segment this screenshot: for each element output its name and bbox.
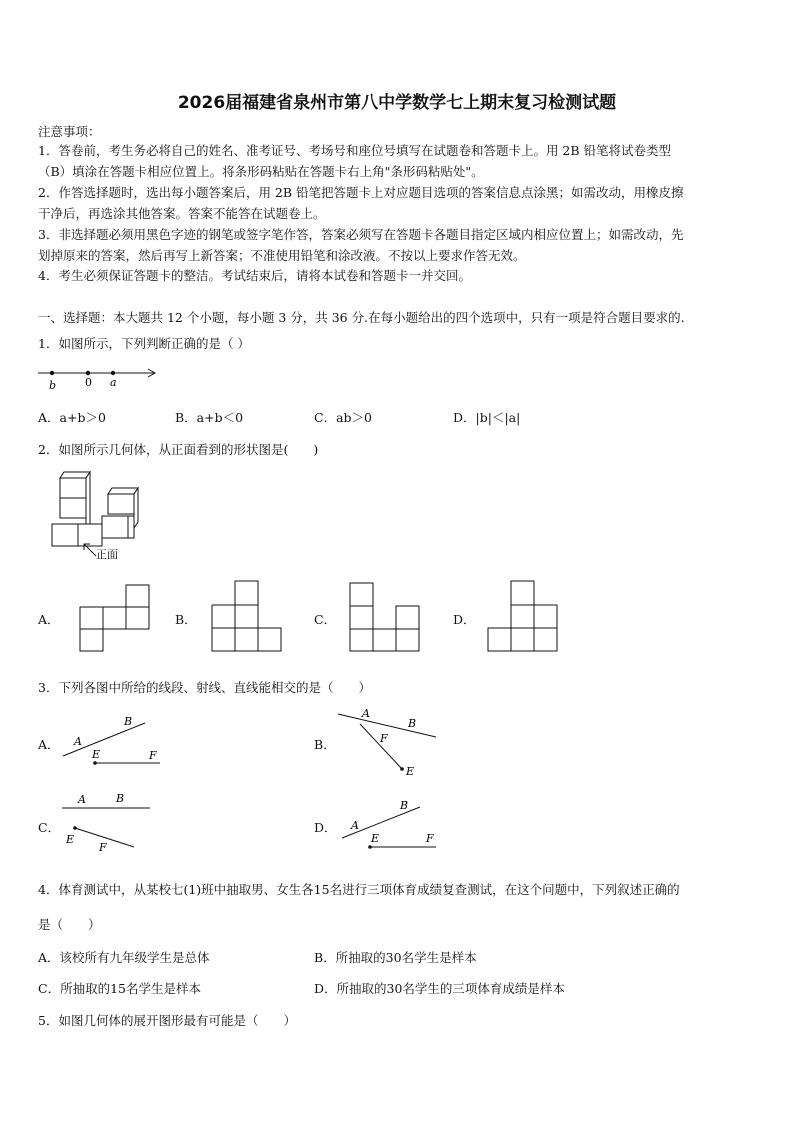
q2-shape-b	[210, 580, 284, 654]
label-e: E	[371, 832, 380, 845]
cube-stack-figure	[44, 464, 154, 564]
label-b: B	[116, 792, 125, 805]
label-b: B	[124, 715, 133, 728]
label-b: B	[400, 799, 409, 812]
label-f: F	[99, 841, 107, 854]
label-b: B	[408, 717, 417, 730]
notice-line: 1．答卷前，考生务必将自己的姓名、准考证号、考场号和座位号填写在试题卷和答题卡上。用 2B 铅笔将试卷类型	[38, 143, 672, 158]
q3-option-a: A．	[38, 737, 60, 752]
notice-line: 划掉原来的答案，然后再写上新答案；不准使用铅笔和涂改液。不按以上要求作答无效。	[38, 248, 526, 263]
label-e: E	[92, 748, 101, 761]
page-title: 2026届福建省泉州市第八中学数学七上期末复习检测试题	[177, 93, 617, 113]
q4-option-d: D．所抽取的30名学生的三项体育成绩是样本	[314, 981, 565, 996]
q3-figure-b	[336, 704, 442, 780]
question-2-stem: 2．如图所示几何体，从正面看到的形状图是( )	[38, 442, 319, 457]
label-a: A	[362, 707, 370, 720]
question-4-stem-line2: 是（ ）	[38, 917, 101, 932]
q1-option-d: D．|b|＜|a|	[453, 410, 521, 425]
q3-figure-d	[336, 796, 442, 854]
notice-line: （B）填涂在答题卡相应位置上。将条形码粘贴在答题卡右上角"条形码粘贴处"。	[38, 164, 484, 179]
axis-label-a: a	[110, 376, 117, 389]
number-line-figure	[36, 362, 166, 394]
q3-figure-c	[58, 790, 154, 856]
question-5-stem: 5．如图几何体的展开图形最有可能是（ ）	[38, 1013, 296, 1028]
q4-option-b: B．所抽取的30名学生是样本	[314, 950, 477, 965]
notice-line: 3．非选择题必须用黑色字迹的钢笔或签字笔作答，答案必须写在答题卡各题目指定区域内相应位置上；如需改动，先	[38, 227, 684, 242]
q2-shape-a	[78, 584, 152, 654]
question-3-stem: 3．下列各图中所给的线段、射线、直线能相交的是（ ）	[38, 680, 371, 695]
front-label: 正面	[96, 548, 118, 561]
q2-option-b: B．	[175, 612, 197, 627]
label-f: F	[380, 732, 388, 745]
q2-option-d: D．	[453, 612, 476, 627]
q1-option-c: C．ab＞0	[314, 410, 372, 425]
notice-line: 4．考生必须保证答题卡的整洁。考试结束后，请将本试卷和答题卡一并交回。	[38, 268, 471, 283]
axis-label-zero: 0	[85, 376, 92, 389]
q1-option-b: B．a+b＜0	[175, 410, 244, 425]
q3-option-c: C．	[38, 820, 61, 835]
q4-option-a: A．该校所有九年级学生是总体	[38, 950, 210, 965]
notice-heading: 注意事项：	[38, 124, 101, 139]
label-e: E	[66, 833, 75, 846]
label-f: F	[426, 832, 434, 845]
notice-line: 2．作答选择题时，选出每小题答案后，用 2B 铅笔把答题卡上对应题目选项的答案信息点涂黑；如需改动，用橡皮擦	[38, 185, 684, 200]
question-1-stem: 1．如图所示，下列判断正确的是（ ）	[38, 336, 250, 351]
q3-option-b: B．	[314, 737, 336, 752]
q2-shape-c	[348, 582, 422, 654]
section-heading: 一、选择题：本大题共 12 个小题，每小题 3 分，共 36 分.在每小题给出的四个选项中，只有一项是符合题目要求的.	[38, 310, 685, 325]
label-f: F	[149, 749, 157, 762]
q1-option-a: A．a+b＞0	[38, 410, 106, 425]
label-a: A	[351, 819, 359, 832]
q4-option-c: C．所抽取的15名学生是样本	[38, 981, 201, 996]
axis-label-b: b	[49, 379, 57, 392]
q2-shape-d	[486, 580, 560, 654]
q3-option-d: D．	[314, 820, 337, 835]
label-a: A	[74, 735, 82, 748]
label-a: A	[78, 793, 86, 806]
label-e: E	[406, 765, 415, 778]
notice-line: 干净后，再选涂其他答案。答案不能答在试题卷上。	[38, 206, 326, 221]
question-4-stem-line1: 4．体育测试中，从某校七(1)班中抽取男、女生各15名进行三项体育成绩复查测试，在这个问题中，下列叙述正确的	[38, 882, 680, 897]
q2-option-a: A．	[38, 612, 60, 627]
q3-figure-a	[60, 712, 170, 772]
q2-option-c: C．	[314, 612, 337, 627]
